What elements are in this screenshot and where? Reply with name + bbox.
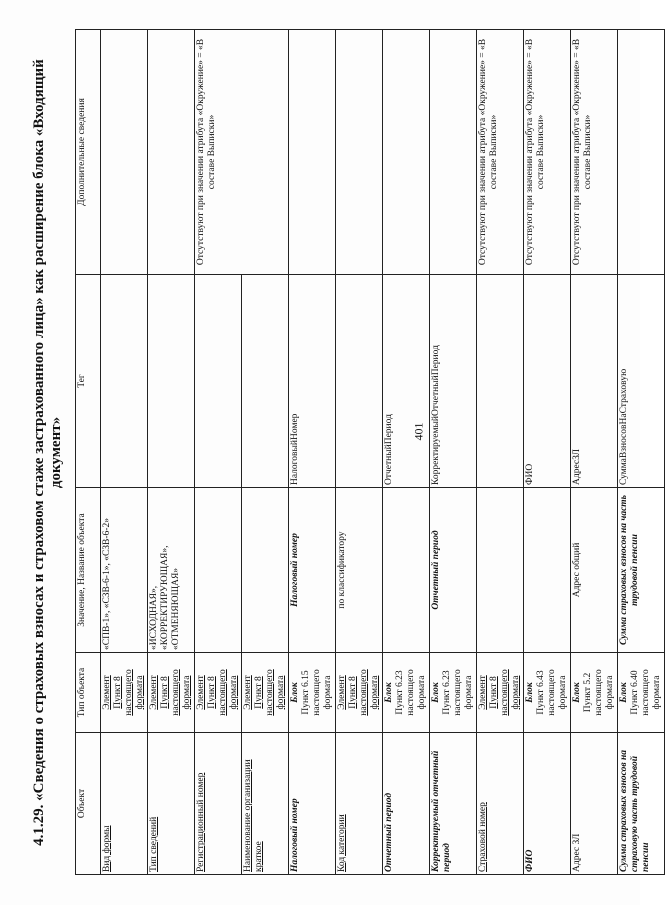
cell-object: Сумма страховых взносов на страховую часть трудовой пенсии xyxy=(618,733,665,875)
cell-value xyxy=(524,488,571,653)
cell-tag: КорректируемыйОтчетныйПериод xyxy=(430,275,477,488)
page-number: 401 xyxy=(411,422,426,441)
table-row xyxy=(148,30,195,875)
type-kind: Элемент xyxy=(337,675,347,710)
cell-type xyxy=(618,653,665,733)
type-ref: Пункт 6.43 настоящего формата xyxy=(536,669,568,716)
cell-type xyxy=(242,653,289,733)
type-kind: Блок xyxy=(572,682,582,703)
type-kind: Блок xyxy=(384,682,394,703)
cell-object: Тип сведений xyxy=(148,733,195,875)
type-ref: Пункт 8 настоящего формата xyxy=(348,669,380,716)
type-ref: Пункт 5.2 настоящего формата xyxy=(583,669,615,716)
table-row xyxy=(289,30,336,875)
cell-tag: АдресЗЛ xyxy=(571,275,618,488)
cell-object: Код категории xyxy=(336,733,383,875)
cell-tag: ФИО xyxy=(524,275,571,488)
type-kind: Блок xyxy=(290,682,300,703)
type-ref: Пункт 8 настоящего формата xyxy=(254,669,286,716)
cell-tag: СуммаВзносовНаСтраховую xyxy=(618,275,665,488)
type-kind: Блок xyxy=(525,682,535,703)
type-ref: Пункт 6.15 настоящего формата xyxy=(301,669,333,716)
cell-object: Вид формы xyxy=(101,733,148,875)
cell-type xyxy=(148,653,195,733)
section-heading: 4.1.29. «Сведения о страховых взносах и страховом стаже застрахованного лица» как расширение блока «Входящий документ» xyxy=(31,59,64,846)
cell-value: по классификатору xyxy=(336,488,383,653)
cell-info xyxy=(148,30,195,275)
cell-type xyxy=(195,653,242,733)
cell-value: Адрес общий xyxy=(571,488,618,653)
cell-object: Отчетный период xyxy=(383,733,430,875)
cell-tag xyxy=(477,275,524,488)
cell-object: ФИО xyxy=(524,733,571,875)
type-ref: Пункт 6.23 настоящего формата xyxy=(442,669,474,716)
cell-type xyxy=(101,653,148,733)
cell-type xyxy=(524,653,571,733)
table-row xyxy=(571,30,618,875)
cell-object: Наименование организации краткое xyxy=(242,733,289,875)
cell-value: Налоговый номер xyxy=(289,488,336,653)
cell-tag xyxy=(148,275,195,488)
cell-tag xyxy=(101,275,148,488)
type-ref: Пункт 8 настоящего формата xyxy=(160,669,192,716)
type-ref: Пункт 8 настоящего формата xyxy=(113,669,145,716)
cell-type xyxy=(430,653,477,733)
cell-value: Сумма страховых взносов на часть трудовой пенсии xyxy=(618,488,665,653)
cell-type xyxy=(336,653,383,733)
cell-tag xyxy=(242,275,289,488)
type-ref: Пункт 6.23 настоящего формата xyxy=(395,669,427,716)
cell-type xyxy=(571,653,618,733)
header-tag: Тег xyxy=(76,275,101,488)
cell-type xyxy=(383,653,430,733)
table-row xyxy=(336,30,383,875)
cell-value: Отчетный период xyxy=(430,488,477,653)
header-value: Значение, Название объекта xyxy=(76,488,101,653)
type-ref: Пункт 6.40 настоящего формата xyxy=(630,669,662,716)
type-kind: Элемент xyxy=(478,675,488,710)
cell-object: Налоговый номер xyxy=(289,733,336,875)
type-ref: Пункт 8 настоящего формата xyxy=(489,669,521,716)
cell-object: Адрес ЗЛ xyxy=(571,733,618,875)
type-kind: Элемент xyxy=(243,675,253,710)
cell-value xyxy=(383,488,430,653)
cell-info: Отсутствуют при значении атрибута «Окружение» = «В составе Выписки» xyxy=(195,30,289,275)
table-row xyxy=(477,30,524,875)
rotated-content xyxy=(30,30,662,875)
type-kind: Элемент xyxy=(196,675,206,710)
type-kind: Элемент xyxy=(102,675,112,710)
table-row xyxy=(430,30,477,875)
cell-info xyxy=(336,30,383,275)
table-row xyxy=(618,30,665,875)
table-row xyxy=(101,30,148,875)
cell-info xyxy=(101,30,148,275)
cell-tag xyxy=(336,275,383,488)
cell-type xyxy=(477,653,524,733)
cell-info xyxy=(383,30,430,275)
cell-value xyxy=(477,488,524,653)
table-row xyxy=(195,30,242,875)
cell-value xyxy=(195,488,242,653)
cell-object: Страховой номер xyxy=(477,733,524,875)
cell-tag: НалоговыйНомер xyxy=(289,275,336,488)
header-object: Объект xyxy=(76,733,101,875)
cell-info xyxy=(618,30,665,275)
header-info: Дополнительные сведения xyxy=(76,30,101,275)
cell-value xyxy=(242,488,289,653)
cell-tag xyxy=(195,275,242,488)
cell-info xyxy=(289,30,336,275)
cell-tag: ОтчетныйПериод xyxy=(383,275,430,488)
cell-value: «ИСХОДНАЯ», «КОРРЕКТИРУЮЩАЯ», «ОТМЕНЯЮЩАЯ» xyxy=(148,488,195,653)
type-ref: Пункт 8 настоящего формата xyxy=(207,669,239,716)
table-header-row xyxy=(76,30,101,875)
cell-info: Отсутствуют при значении атрибута «Окружение» = «В составе Выписки» xyxy=(524,30,571,275)
cell-info: Отсутствуют при значении атрибута «Окружение» = «В составе Выписки» xyxy=(477,30,524,275)
cell-object: Регистрационный номер xyxy=(195,733,242,875)
header-type: Тип объекта xyxy=(76,653,101,733)
cell-value: «СПВ-1», «СЗВ-6-1», «СЗВ-6-2» xyxy=(101,488,148,653)
table-row xyxy=(524,30,571,875)
type-kind: Блок xyxy=(431,682,441,703)
cell-info xyxy=(430,30,477,275)
type-kind: Блок xyxy=(619,682,629,703)
cell-object: Корректируемый отчетный период xyxy=(430,733,477,875)
cell-type xyxy=(289,653,336,733)
type-kind: Элемент xyxy=(149,675,159,710)
table-row xyxy=(383,30,430,875)
cell-info: Отсутствуют при значении атрибута «Окружение» = «В составе Выписки» xyxy=(571,30,618,275)
structure-table xyxy=(75,29,665,875)
